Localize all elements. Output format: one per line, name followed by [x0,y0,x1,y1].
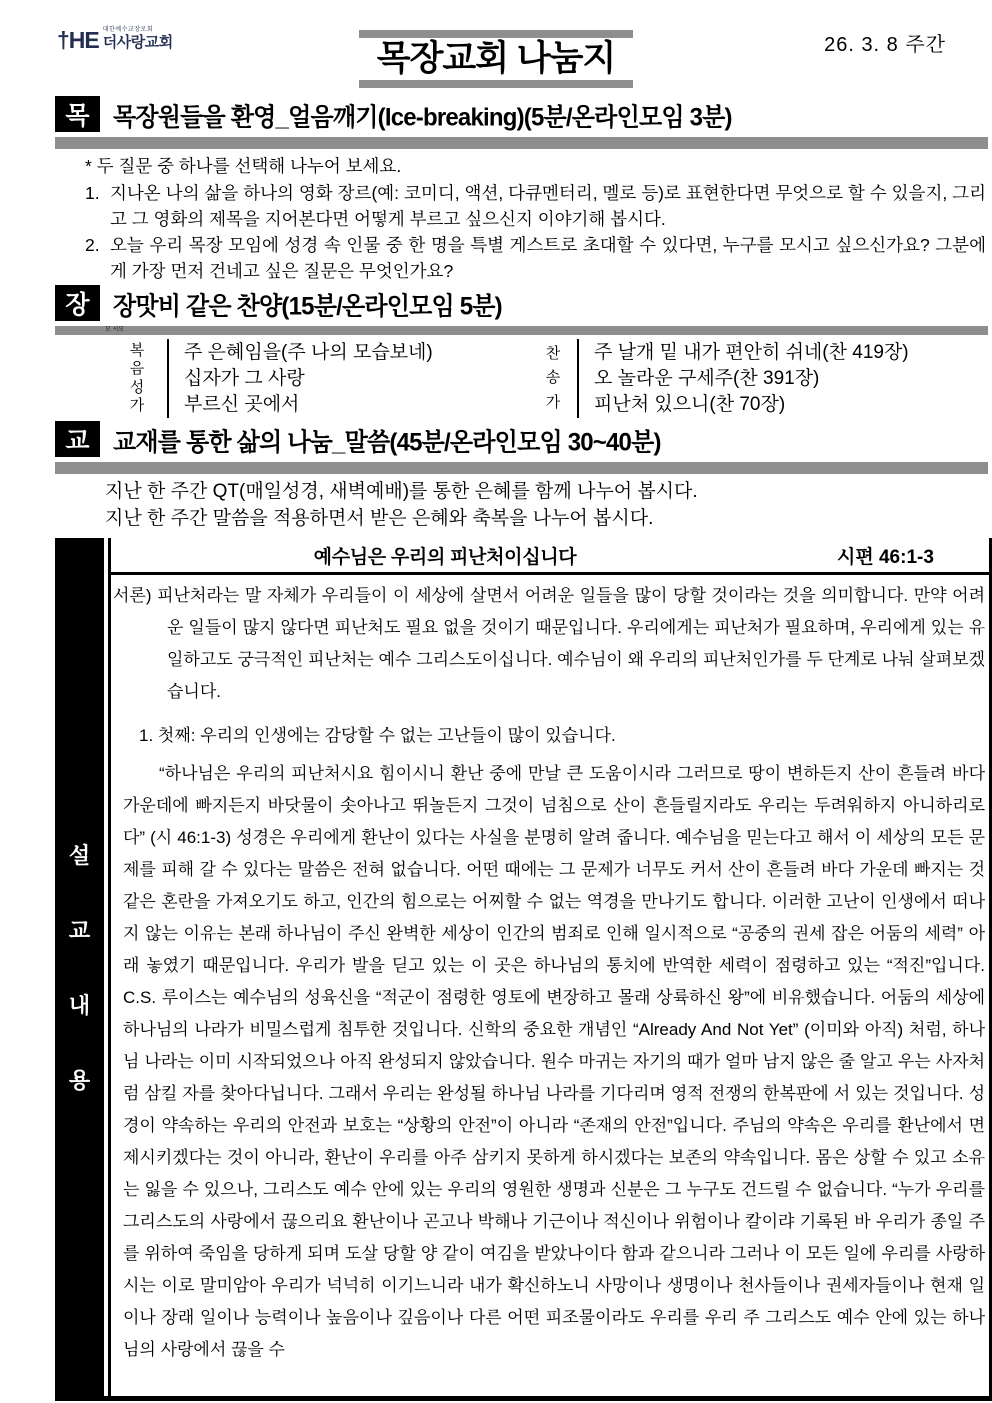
sermon-side-label: 설 교 내 용 [55,538,104,1396]
list-item: 오 놀라운 구세주(찬 391장) [594,368,820,389]
section-badge-praise: 장 [55,285,100,321]
list-item: 주 은혜임을(주 나의 모습보네) [184,342,433,363]
song-table [55,335,988,420]
sermon-title: 예수님은 우리의 피난처이십니다 [313,546,577,568]
qt-line: 지난 한 주간 말씀을 적용하면서 받은 은혜와 축복을 나누어 봅시다. [105,508,654,529]
title-bottom-rule [359,80,633,88]
question-text: 지나온 나의 삶을 하나의 영화 장르(예: 코미디, 액션, 다큐멘터리, 멜로 등)로 표현한다면 무엇으로 할 수 있을지, 그리고 그 영화의 제목을 지어본다면 어떻게 부르고 싶으신지 이야기해 봅시다. [110,183,986,229]
list-item: 부르신 곳에서 [184,394,300,415]
section-divider-bar [55,326,988,335]
section-welcome-header [55,95,988,133]
qt-line: 지난 한 주간 QT(매일성경, 새벽예배)를 통한 은혜를 함께 나누어 봅시다. [105,481,698,502]
section-praise-header [55,284,988,322]
section-word-header [55,420,988,458]
sermon-main [108,538,992,1396]
page-header [0,0,992,95]
list-item: 주 날개 밑 내가 편안히 쉬네(찬 419장) [594,342,909,363]
church-name: 더사랑교회 [102,34,173,51]
hymn-song-list [577,339,972,418]
content-column [0,95,992,532]
denomination-label: 대한예수교장로회 [102,27,154,33]
sermon-scripture-ref: 시편 46:1-3 [837,546,934,568]
question-number: 1. [85,183,100,203]
cross-logo-icon: †HE [57,27,99,53]
icebreaking-block [55,149,988,284]
section-word-title: 교재를 통한 삶의 나눔_말씀(45분/온라인모임 30~40분) [113,428,661,457]
week-label: 26. 3. 8 주간 [824,34,946,56]
sermon-body [111,575,989,1396]
section-badge-welcome: 목 [55,96,100,132]
sermon-intro-paragraph: 서론) 피난처라는 말 자체가 우리들이 이 세상에 살면서 어려운 일들을 많이 당할 것이라는 것을 의미합니다. 만약 어려운 일들이 많지 않다면 피난처도 필요 없을 것이기 때문입니다. 우리에게는 피난처가 필요하며, 우리에게 있는 유일하고도 궁극적인 피난처는 예수 그리스도이십니다. 예수님이 왜 우리의 피난처인가를 두 단계로 나눠 살펴보겠습니다. [113,586,985,701]
list-item: 피난처 있으니(찬 70장) [594,394,786,415]
question-number: 2. [85,235,100,255]
question-text: 오늘 우리 목장 모임에 성경 속 인물 중 한 명을 특별 게스트로 초대할 수 있다면, 누구를 모시고 싶으신가요? 그분에게 가장 먼저 건네고 싶은 질문은 무엇인가요? [110,235,986,281]
sermon-title-row [111,538,989,575]
church-logo [57,27,173,53]
hymn-column-label: 찬 송 가 [545,345,561,411]
section-welcome-title: 목장원들을 환영_얼음깨기(Ice-breaking)(5분/온라인모임 3분) [113,103,732,132]
gospel-song-list [167,339,529,418]
section-divider-bar [55,137,988,149]
icebreaking-intro: * 두 질문 중 하나를 선택해 나누어 보세요. [85,156,402,176]
section-divider-bar [55,462,988,474]
title-top-rule [359,30,633,38]
sermon-body-paragraph: “하나님은 우리의 피난처시요 힘이시니 환난 중에 만날 큰 도움이시라 그러므로 땅이 변하든지 산이 흔들려 바다 가운데에 빠지든지 바닷물이 솟아나고 뛰놀든지 그것이 넘침으로 산이 흔들릴지라도 우리는 두려워하지 아니하리로다” (시 46:1-3) 성경은 우리에게 환난이 있다는 사실을 분명히 알려 줍니다. 예수님을 믿는다고 해서 이 세상의 모든 문제를 피해 갈 수 있다는 말씀은 전혀 없습니다. 어떤 때에는 그 문제가 너무도 커서 산이 흔들려 바다 가운데 빠지는 것 같은 혼란을 가져오기도 하고, 인간의 힘으로는 어찌할 수 없는 역경을 만나기도 합니다. 이러한 고난이 인생에서 떠나지 않는 이유는 본래 하나님이 주신 완벽한 세상이 인간의 범죄로 인해 일시적으로 “공중의 권세 잡은 어둠의 세력” 아래 놓였기 때문입니다. 우리가 발을 딛고 있는 이 곳은 하나님의 통치에 반역한 세력이 점령하고 있는 “적진”입니다. C.S. 루이스는 예수님의 성육신을 “적군이 점령한 영토에 변장하고 몰래 상륙하신 왕”에 비유했습니다. 어둠의 세상에 하나님의 나라가 비밀스럽게 침투한 것입니다. 신학의 중요한 개념인 “Already And Not Yet” (이미와 아직) 처럼, 하나님 나라는 이미 시작되었으나 아직 완성되지 않았습니다. 원수 마귀는 자기의 때가 얼마 남지 않은 줄 알고 우는 사자처럼 삼킬 자를 찾아다닙니다. 그래서 우리는 완성될 하나님 나라를 기다리며 영적 전쟁의 한복판에 서 있는 것입니다. 성경이 약속하는 우리의 안전과 보호는 “상황의 안전”이 아니라 “존재의 안전”입니다. 주님의 약속은 우리를 환난에서 면제시키겠다는 것이 아니라, 환난이 우리를 아주 삼키지 못하게 하시겠다는 보존의 약속입니다. 몸은 상할 수 있고 소유는 잃을 수 있으나, 그리스도 예수 안에 있는 우리의 영원한 생명과 신분은 그 누구도 건드릴 수 없습니다. “누가 우리를 그리스도의 사랑에서 끊으리요 환난이나 곤고나 박해나 기근이나 적신이나 위험이나 칼이랴 기록된 바 우리가 종일 주를 위하여 죽임을 당하게 되며 도살 당할 양 같이 여김을 받았나이다 함과 같으니라 그러나 이 모든 일에 우리를 사랑하시는 이로 말미암아 우리가 넉넉히 이기느니라 내가 확신하노니 사망이나 생명이나 천사들이나 권세자들이나 현재 일이나 장래 일이나 능력이나 높음이나 깊음이나 다른 어떤 피조물이라도 우리를 우리 주 그리스도 예수 안에 있는 하나님의 사랑에서 끊을 수 [123,764,985,1359]
section-badge-word: 교 [55,421,100,457]
section-praise-title: 장맛비 같은 찬양(15분/온라인모임 5분) [113,292,502,321]
page-title: 목장교회 나눔지 [376,39,616,78]
gospel-song-group [107,339,529,418]
bar-tiny-note: 모 시모 [105,327,125,333]
sermon-point-1: 1. 첫째: 우리의 인생에는 감당할 수 없는 고난들이 많이 있습니다. [139,726,616,745]
list-item [85,232,988,284]
qt-sharing-block [55,474,988,532]
list-item: 십자가 그 사랑 [184,368,305,389]
gospel-column-label: 복 음 성 가 [129,342,145,414]
hymn-song-group [529,339,972,418]
list-item [85,180,988,232]
masthead [359,30,633,88]
sermon-box [55,538,992,1401]
